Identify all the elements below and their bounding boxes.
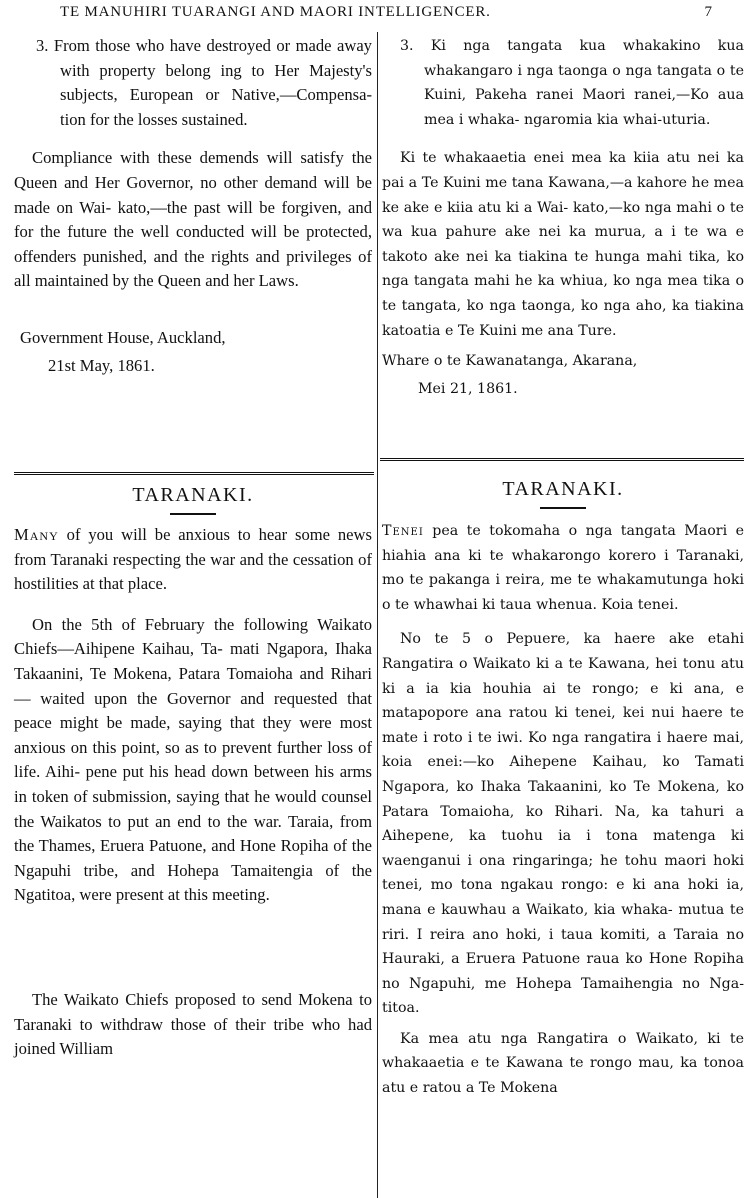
maori-item-3 xyxy=(382,34,744,132)
english-paragraph-2: On the 5th of February the following Waikato Chiefs—Aihipene Kaihau, Ta- mati Ngapora, Ihaka Takaanini, Te Mokena, Patara Tomaioha and Rihari— waited upon the Governor and requested that peace might be made, saying that they were most anxious on this point, so as to prevent further loss of life. Aihi- pene put his head down between his arms in token of submission, saying that he would counsel the Waikatos to put an end to the war. Taraia, from the Thames, Eruera Patuone, and Hone Ropiha of the Ngapuhi tribe, and Hohepa Tamaitengia of the Ngatitoa, were present at this meeting. xyxy=(14,614,372,905)
maori-paragraph-3: Ka mea atu nga Rangatira o Waikato, ki te whakaaetia e te Kawana te rongo mau, ka tonoa atu e ratou a Te Mokena xyxy=(382,1030,744,1097)
signature-place: Government House, Auckland, xyxy=(20,327,226,347)
english-column xyxy=(14,34,372,380)
title-underline xyxy=(170,513,216,515)
paragraph-text: of you will be anxious to hear some news from Taranaki respecting the war and the cessation of hostilities at that place. xyxy=(14,525,372,594)
english-paragraph-1 xyxy=(14,523,372,597)
maori-signature xyxy=(382,347,744,403)
english-section-rule xyxy=(14,472,374,475)
signature-place: Whare o te Kawanatanga, Akarana, xyxy=(382,353,638,370)
english-item-3 xyxy=(18,34,372,132)
page-header xyxy=(0,2,752,28)
english-paragraph-3: The Waikato Chiefs proposed to send Mokena to Taranaki to withdraw those of their tribe who had joined William xyxy=(14,989,372,1059)
english-taranaki-section xyxy=(14,484,372,1062)
lead-word: Many xyxy=(14,525,59,544)
english-compliance-paragraph: Compliance with these demends will satisfy the Queen and Her Governor, no other demand will be made on Wai- kato,—the past will be forgiven, and for the future the well conducted will be protected, offenders punished, and the rights and privileges of all maintained by the Queen and her Laws. xyxy=(14,148,372,291)
item-text: Ki nga tangata kua whakakino kua whakangaro i nga taonga o nga tangata o te Kuini, Pakeha ranei Maori ranei,—Ko aua mea i whaka- ngaromia kia whai-uturia. xyxy=(424,38,744,128)
running-title: TE MANUHIRI TUARANGI AND MAORI INTELLIGENCER. xyxy=(60,4,491,20)
maori-paragraph-2: No te 5 o Pepuere, ka haere ake etahi Rangatira o Waikato ki a te Kawana, hei tonu atu ki a ia kia houhia ai te rongo; e ki ana, e matapopore ana ratou ki tenei, kei nui haere te mate i roto i te iwi. Ko nga rangatira i haere mai, koia enei:—ko Aihepene Kaihau, ko Tamati Ngapora, ko Ihaka Takaanini, ko Te Mokena, ko Patara Tomaioha, ko Rihari. Na, ka tahuri a Aihepene, ka tuohu ia i tona matenga ki waenganui i ona ringaringa; he tohu maori hoki tenei, mo tona ngakau rongo: e ki ana hoki ia, mana e kauwhau a Waikato, kia whaka- mutua te riri. I reira ano hoki, i taua komiti, a Taraia no Hauraki, a Eruera Patuone raua ko Hone Ropiha no Ngapuhi, me Hohepa Tamaihengia no Nga- titoa. xyxy=(382,631,744,1017)
lead-word: Tenei xyxy=(382,523,424,539)
maori-section-rule xyxy=(380,458,744,461)
item-number: 3. xyxy=(400,38,414,54)
signature-date: Mei 21, 1861. xyxy=(418,381,518,398)
section-title: TARANAKI. xyxy=(502,478,624,500)
maori-column xyxy=(382,34,744,403)
item-number: 3. xyxy=(36,36,49,55)
signature-date: 21st May, 1861. xyxy=(48,355,155,375)
maori-paragraph-1 xyxy=(382,519,744,617)
title-underline xyxy=(540,507,586,509)
page-number: 7 xyxy=(704,4,712,20)
english-signature xyxy=(14,324,372,380)
column-divider xyxy=(377,32,378,1198)
maori-compliance-paragraph: Ki te whakaaetia enei mea ka kiia atu nei ka pai a Te Kuini me tana Kawana,—a kahore he mea ke ake e kiia atu ki a Wai- kato,—ko nga mahi o te wa kua pahure ake nei ka murua, a i te wa e takoto ake nei ka tiakina te hunga mahi tika, ko nga tangata mahi he ka whiua, ko nga mea tika o te tangata, ko nga taonga, ko nga aho, ka tiakina katoatia e Te Kuini me ana Ture. xyxy=(382,150,744,339)
maori-taranaki-section xyxy=(382,478,744,1101)
item-text: From those who have destroyed or made away with property belong ing to Her Majesty's subjects, European or Native,—Compensa- tion for the losses sustained. xyxy=(53,36,372,129)
paragraph-text: pea te tokomaha o nga tangata Maori e hiahia ana ki te whakarongo korero i Taranaki, mo te pakanga i reira, me te whakamutunga hoki o te whawhai ki taua whenua. Koia tenei. xyxy=(382,523,744,613)
section-title: TARANAKI. xyxy=(132,484,254,506)
